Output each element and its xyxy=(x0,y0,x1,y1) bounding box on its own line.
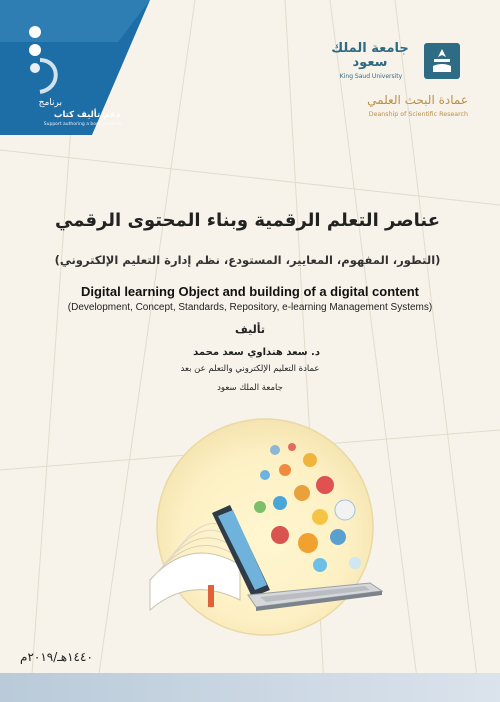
author-university: جامعة الملك سعود xyxy=(217,383,283,393)
title-arabic: عناصر التعلم الرقمية وبناء المحتوى الرقمي xyxy=(54,210,440,231)
subtitle-english: (Development, Concept, Standards, Repository, e-learning Management Systems) xyxy=(67,302,433,313)
university-name-arabic: جامعة الملك سعود xyxy=(331,41,409,70)
author-label: تأليف xyxy=(235,323,265,336)
laptop-book-illustration xyxy=(120,415,410,645)
university-logo xyxy=(320,40,470,125)
badge-program-english: Support authoring a book program xyxy=(43,122,122,127)
author-department: عمادة التعليم الإلكتروني والتعلم عن بعد xyxy=(180,364,320,374)
badge-program-name: دعم تأليف كتاب xyxy=(53,110,120,120)
deanship-name-arabic: عمادة البحث العلمي xyxy=(367,93,468,107)
deanship-name-english: Deanship of Scientific Research xyxy=(368,111,468,118)
subtitle-arabic: (التطور، المفهوم، المعايير، المستودع، نظم إدارة التعليم الإلكتروني) xyxy=(54,253,441,267)
bottom-bar xyxy=(0,673,500,702)
badge-program-label: برنامج xyxy=(38,98,62,108)
title-english: Digital learning Object and building of a digital content xyxy=(80,284,419,299)
university-name-english: King Saud University xyxy=(339,73,403,80)
publication-year: ١٤٤٠هـ/٢٠١٩م xyxy=(20,650,93,664)
author-name: د. سعد هنداوي سعد محمد xyxy=(193,347,320,358)
university-seal-icon xyxy=(423,42,461,80)
